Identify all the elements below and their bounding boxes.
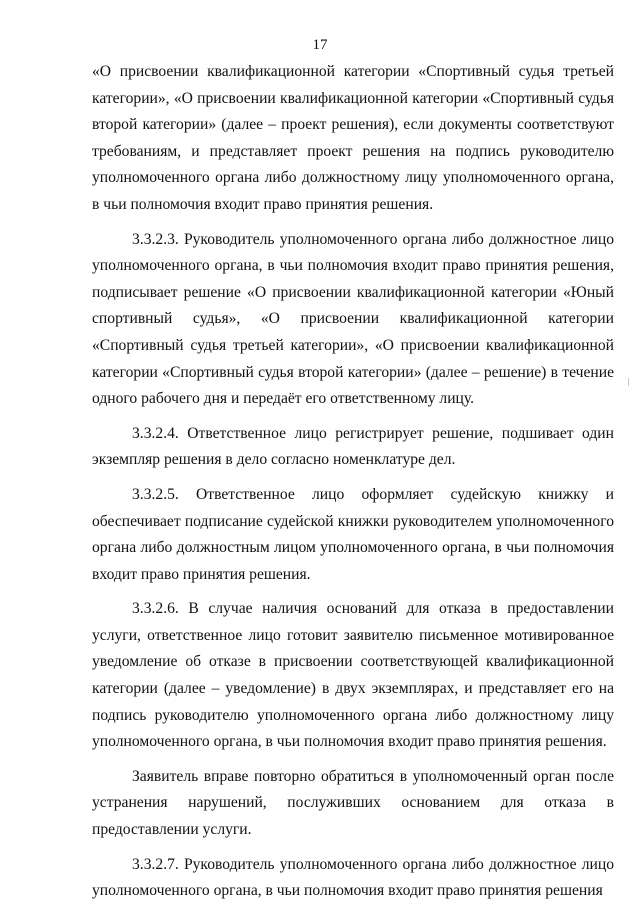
paragraph-applicant-right: Заявитель вправе повторно обратиться в уполномоченный орган после устранения нарушений, послуживших основанием для отказа в предоставлении услуги. xyxy=(92,767,614,839)
paragraph-3-3-2-3: 3.3.2.3. Руководитель уполномоченного органа либо должностное лицо уполномоченного органа, в чьи полномочия входит право принятия решения, подписывает решение «О присвоении квалификационной категории «Юный спортивный судья», «О присвоении квалификационной категории «Спортивный судья третьей категории», «О присвоении квалификационной категории «Спортивный судья второй категории» (далее – решение) в течение одного рабочего дня и передаёт его ответственному лицу. xyxy=(92,230,614,408)
paragraph-3-3-2-4: 3.3.2.4. Ответственное лицо регистрирует решение, подшивает один экземпляр решения в дело согласно номенклатуре дел. xyxy=(92,424,614,469)
page-number: 17 xyxy=(312,37,328,53)
paragraph-3-3-2-7: 3.3.2.7. Руководитель уполномоченного органа либо должностное лицо уполномоченного органа, в чьи полномочия входит право принятия решения xyxy=(92,855,614,900)
scan-margin-mark xyxy=(628,378,629,386)
paragraph-3-3-2-5: 3.3.2.5. Ответственное лицо оформляет судейскую книжку и обеспечивает подписание судейской книжки руководителем уполномоченного органа либо должностным лицом уполномоченного органа, в чьи полномочия входит право принятия решения. xyxy=(92,485,614,583)
paragraph-3-3-2-6: 3.3.2.6. В случае наличия оснований для отказа в предоставлении услуги, ответственное лицо готовит заявителю письменное мотивированное уведомление об отказе в присвоении соответствующей квалификационной категории (далее – уведомление) в двух экземплярах, и представляет его на подпись руководителю уполномоченного органа либо должностному лицу уполномоченного органа, в чьи полномочия входит право принятия решения. xyxy=(92,600,614,751)
document-body xyxy=(92,59,614,913)
paragraph-continuation: «О присвоении квалификационной категории «Спортивный судья третьей категории», «О присвоении квалификационной категории «Спортивный судья второй категории» (далее – проект решения), если документы соответствуют требованиям, и представляет проект решения на подпись руководителю уполномоченного органа либо должностному лицу уполномоченного органа, в чьи полномочия входит право принятия решения. xyxy=(92,63,614,213)
